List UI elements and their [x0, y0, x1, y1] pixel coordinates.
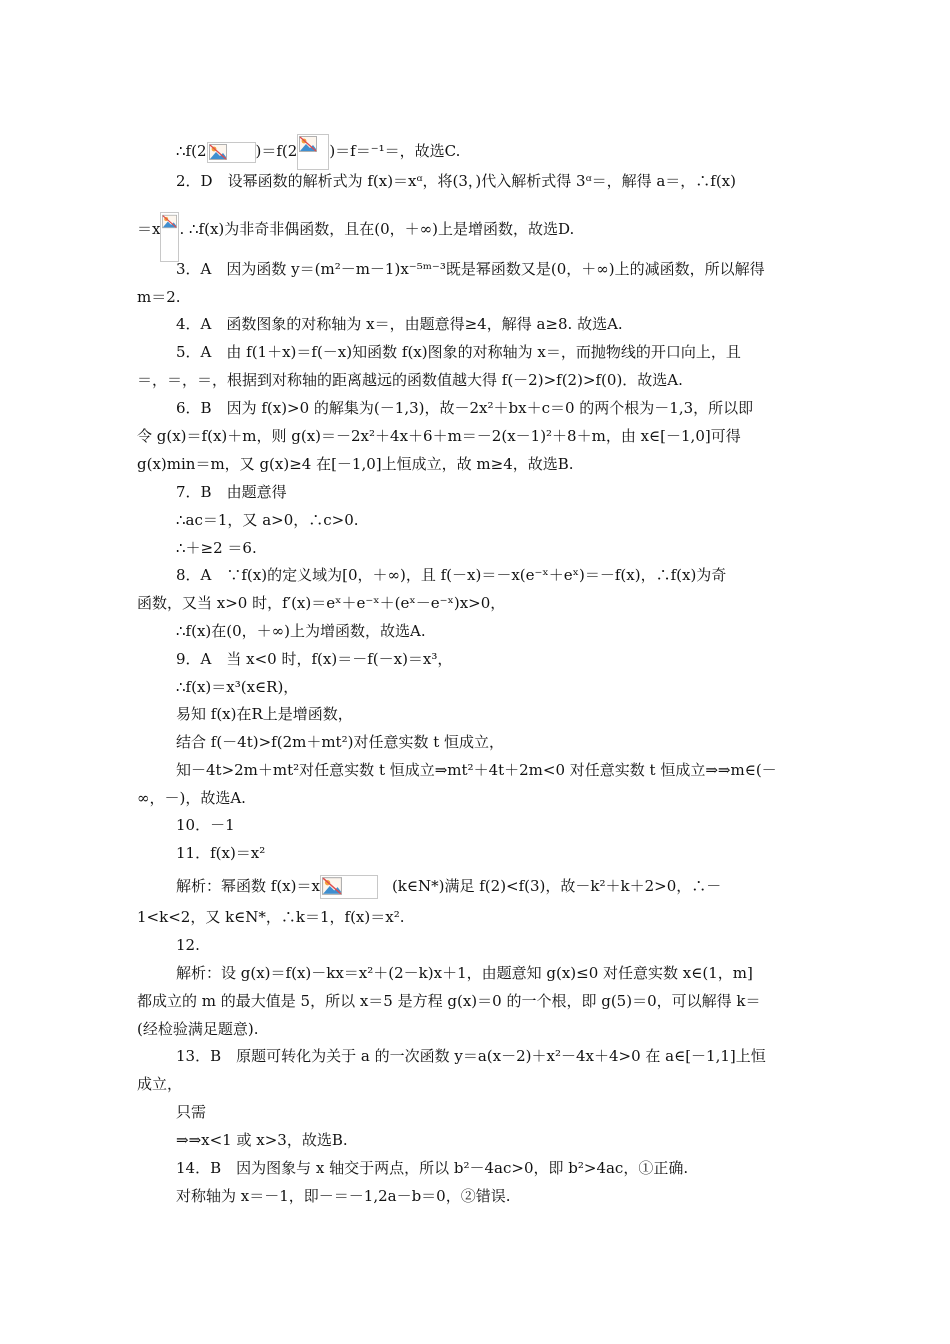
text-line: ＝，＝，＝，根据到对称轴的距离越远的函数值越大得 f(－2)>f(2)>f(0)．故选A. — [137, 371, 683, 389]
broken-image-placeholder — [207, 142, 256, 163]
text-line: 只需 — [176, 1103, 207, 1121]
text-line: (经检验满足题意). — [137, 1020, 259, 1038]
text-line: 10．－1 — [176, 816, 235, 834]
broken-image-placeholder — [160, 212, 179, 262]
text-line: ∴＋≥2 ＝6. — [176, 539, 257, 557]
text-line: 函数，又当 x>0 时，f′(x)＝eˣ＋e⁻ˣ＋(eˣ－e⁻ˣ)x>0， — [137, 594, 506, 612]
text-line: 易知 f(x)在R上是增函数， — [176, 705, 353, 723]
text-fragment: 解析：幂函数 f(x)＝x — [176, 877, 320, 895]
broken-image-icon — [299, 136, 317, 152]
text-line — [137, 212, 817, 262]
text-line: 都成立的 m 的最大值是 5，所以 x＝5 是方程 g(x)＝0 的一个根，即 g(5)＝0，可以解得 k＝ — [137, 992, 761, 1010]
text-line — [176, 134, 856, 170]
broken-image-placeholder — [297, 134, 329, 170]
text-line: 12. — [176, 936, 200, 954]
text-line: 7．B 由题意得 — [176, 483, 287, 501]
text-line: 14．B 因为图象与 x 轴交于两点，所以 b²－4ac>0，即 b²>4ac，①正确. — [176, 1159, 689, 1177]
text-line: ∴f(x)在(0，＋∞)上为增函数，故选A. — [176, 622, 426, 640]
text-fragment: ＝x — [137, 220, 161, 238]
text-fragment: )＝f＝⁻¹＝，故选C. — [329, 142, 461, 160]
text-line: m＝2. — [137, 288, 181, 306]
text-line: 结合 f(－4t)>f(2m＋mt²)对任意实数 t 恒成立， — [176, 733, 505, 751]
text-line: 13．B 原题可转化为关于 a 的一次函数 y＝a(x－2)＋x²－4x＋4>0 在 a∈[－1,1]上恒 — [176, 1047, 766, 1065]
text-line: ∞，－)，故选A. — [137, 789, 246, 807]
text-line: ∴f(x)＝x³(x∈R)， — [176, 678, 299, 696]
text-fragment: ∴f(2 — [176, 142, 207, 160]
text-line: ∴ac＝1，又 a>0，∴c>0. — [176, 511, 359, 529]
text-line: 8．A ∵f(x)的定义域为[0，＋∞)，且 f(－x)＝－x(e⁻ˣ＋eˣ)＝－f(x)，∴f(x)为奇 — [176, 566, 727, 584]
text-fragment: (k∈N*)满足 f(2)<f(3)，故－k²＋k＋2>0，∴－ — [391, 877, 722, 895]
text-line: 解析：设 g(x)＝f(x)－kx＝x²＋(2－k)x＋1，由题意知 g(x)≤0 对任意实数 x∈(1，m] — [176, 964, 753, 982]
text-line: 成立， — [137, 1075, 183, 1093]
text-line — [176, 875, 856, 899]
broken-image-icon — [162, 214, 177, 229]
broken-image-icon — [209, 144, 227, 160]
text-line: g(x)min＝m，又 g(x)≥4 在[－1,0]上恒成立，故 m≥4，故选B. — [137, 455, 574, 473]
broken-image-icon — [322, 877, 342, 895]
text-line: 3．A 因为函数 y＝(m²－m－1)x⁻⁵ᵐ⁻³既是幂函数又是(0，＋∞)上的减函数，所以解得 — [176, 260, 765, 278]
text-line: 对称轴为 x＝－1，即－＝－1,2a－b＝0，②错误. — [176, 1187, 511, 1205]
text-line: 9．A 当 x<0 时，f(x)＝－f(－x)＝x³， — [176, 650, 453, 668]
text-line: 令 g(x)＝f(x)＋m，则 g(x)＝－2x²＋4x＋6＋m＝－2(x－1)²＋8＋m，由 x∈[－1,0]可得 — [137, 427, 741, 445]
text-line: 5．A 由 f(1＋x)＝f(－x)知函数 f(x)图象的对称轴为 x＝，而抛物线的开口向上，且 — [176, 343, 741, 361]
text-line: 知－4t>2m＋mt²对任意实数 t 恒成立⇒mt²＋4t＋2m<0 对任意实数 t 恒成立⇒⇒m∈(－ — [176, 761, 777, 779]
text-fragment: )＝f(2 — [255, 142, 298, 160]
text-line: ⇒⇒x<1 或 x>3，故选B. — [176, 1131, 348, 1149]
broken-image-placeholder — [320, 875, 378, 899]
text-line: 11．f(x)＝x² — [176, 844, 266, 862]
text-line: 6．B 因为 f(x)>0 的解集为(－1,3)，故－2x²＋bx＋c＝0 的两个根为－1,3，所以即 — [176, 399, 754, 417]
text-line: 4．A 函数图象的对称轴为 x＝，由题意得≥4，解得 a≥8. 故选A. — [176, 315, 623, 333]
text-line: 2．D 设幂函数的解析式为 f(x)＝xᵅ，将(3，)代入解析式得 3ᵅ＝，解得 a＝，∴f(x) — [176, 172, 736, 190]
text-fragment: . ∴f(x)为非奇非偶函数，且在(0，＋∞)上是增函数，故选D. — [179, 220, 575, 238]
text-line: 1<k<2，又 k∈N*，∴k＝1，f(x)＝x². — [137, 908, 405, 926]
